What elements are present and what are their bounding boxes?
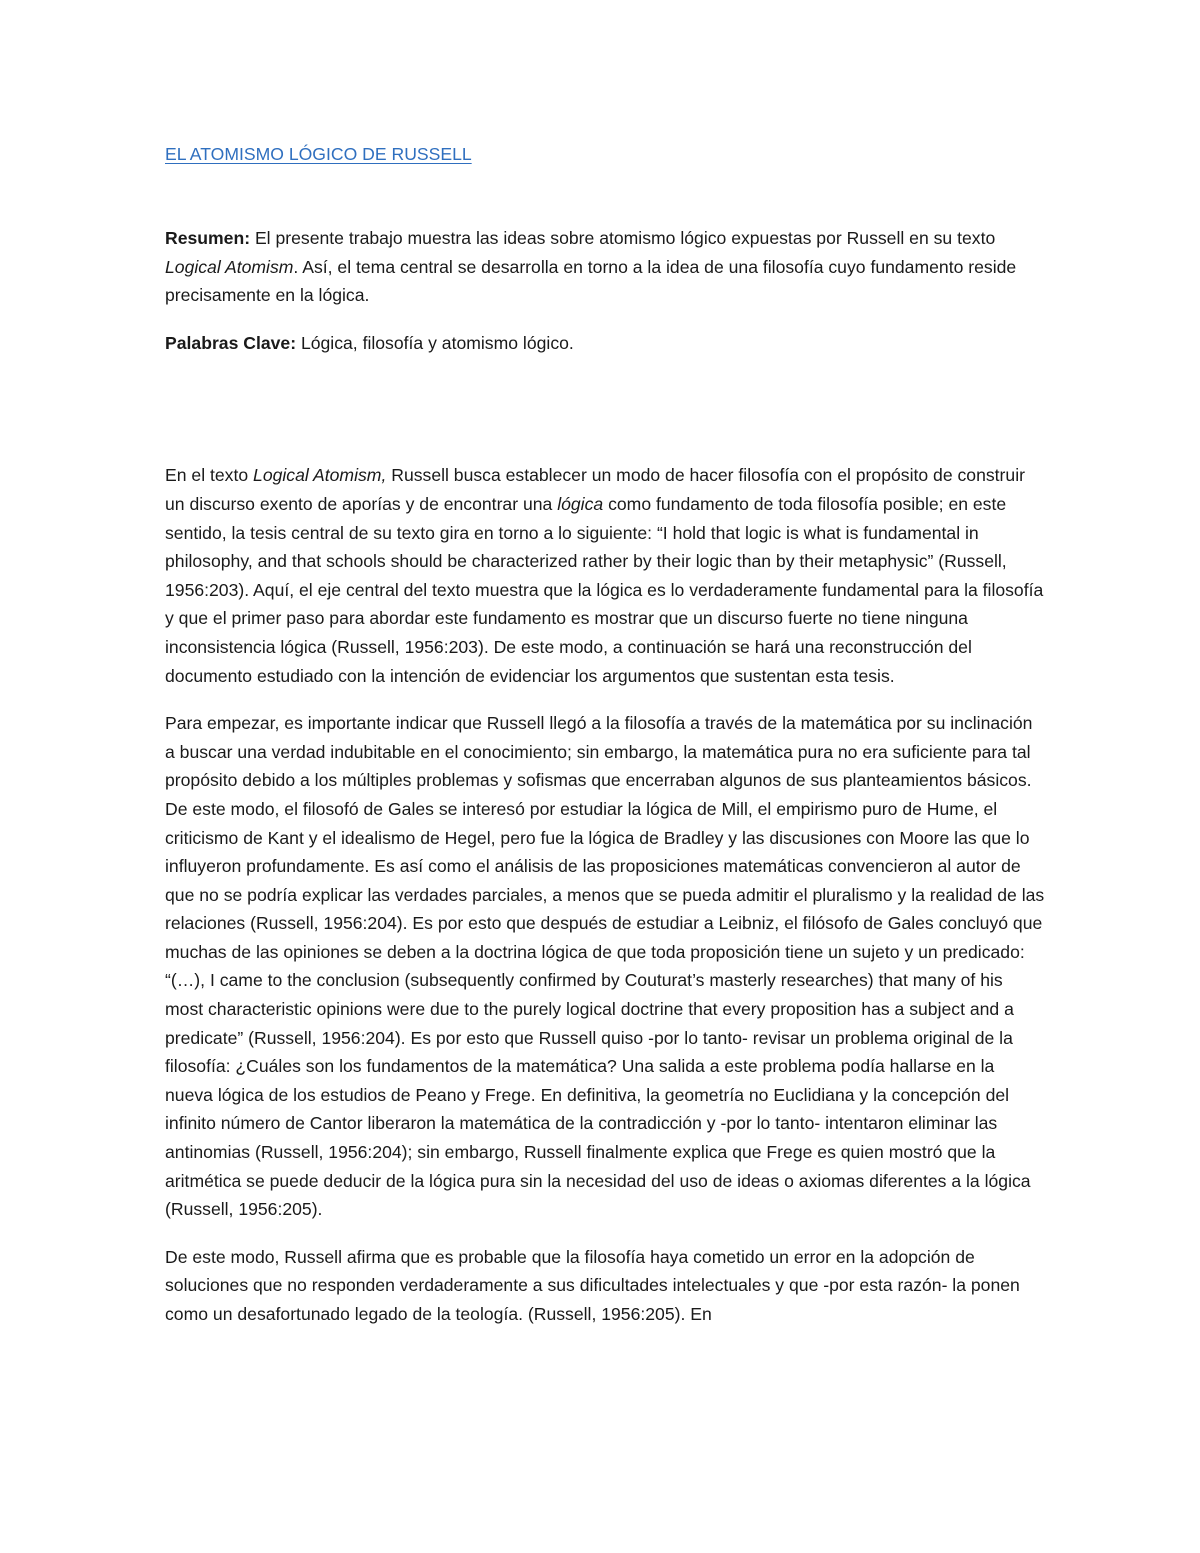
body-paragraph-3: De este modo, Russell afirma que es probable que la filosofía haya cometido un error en la adopción de soluciones que no responden verdaderamente a sus dificultades intelectuales y que -por esta razón- la ponen como un desafortunado legado de la teología. (Russell, 1956:205). En xyxy=(165,1246,1020,1324)
abstract-text-after: . Así, el tema central se desarrolla en torno a la idea de una filosofía cuyo fundamento reside precisamente en la lógica. xyxy=(165,256,1017,306)
abstract-paragraph xyxy=(165,224,1045,310)
keywords-paragraph xyxy=(165,329,1045,358)
paragraph1-part2: Russell busca establecer un modo de hacer filosofía con el propósito de construir un discurso exento de aporías y de encontrar una xyxy=(165,465,1025,514)
paragraph1-italic-logica: lógica xyxy=(557,493,604,514)
abstract-italic-title: Logical Atomism xyxy=(165,256,294,277)
document-body xyxy=(165,140,1045,1348)
paragraph1-part3: como fundamento de toda filosofía posible; en este sentido, la tesis central de su texto gira en torno a lo siguiente: “I hold that logic is what is fundamental in philosophy, and that schools should be characterized rather by their logic than by their metaphysic” (Russell, 1956:203). Aquí, el eje central del texto muestra que la lógica es lo verdaderamente fundamental para la filosofía y que el primer paso para abordar este fundamento es mostrar que un discurso fuerte no tiene ninguna inconsistencia lógica (Russell, 1956:203). De este modo, a continuación se hará una reconstrucción del documento estudiado con la intención de evidenciar los argumentos que sustentan esta tesis. xyxy=(165,493,1044,686)
paragraph1-italic-title: Logical Atomism, xyxy=(253,465,387,486)
body-paragraph-1 xyxy=(165,461,1045,690)
abstract-text-before: El presente trabajo muestra las ideas sobre atomismo lógico expuestas por Russell en su texto xyxy=(250,228,996,248)
body-paragraph-2: Para empezar, es importante indicar que Russell llegó a la filosofía a través de la matemática por su inclinación a buscar una verdad indubitable en el conocimiento; sin embargo, la matemática pura no era suficiente para tal propósito debido a los múltiples problemas y sofismas que encerraban algunos de sus planteamientos básicos. De este modo, el filosofó de Gales se interesó por estudiar la lógica de Mill, el empirismo puro de Hume, el criticismo de Kant y el idealismo de Hegel, pero fue la lógica de Bradley y las discusiones con Moore las que lo influyeron profundamente. Es así como el análisis de las proposiciones matemáticas convencieron al autor de que no se podría explicar las verdades parciales, a menos que se pueda admitir el pluralismo y la realidad de las relaciones (Russell, 1956:204). Es por esto que después de estudiar a Leibniz, el filósofo de Gales concluyó que muchas de las opiniones se deben a la doctrina lógica de que toda proposición tiene un sujeto y un predicado: “(…), I came to the conclusion (subsequently confirmed by Couturat’s masterly researches) that many of his most characteristic opinions were due to the purely logical doctrine that every proposition has a subject and a predicate” (Russell, 1956:204). Es por esto que Russell quiso -por lo tanto- revisar un problema original de la filosofía: ¿Cuáles son los fundamentos de la matemática? Una salida a este problema podía hallarse en la nueva lógica de los estudios de Peano y Frege. En definitiva, la geometría no Euclidiana y la concepción del infinito número de Cantor liberaron la matemática de la contradicción y -por lo tanto- intentaron eliminar las antinomias (Russell, 1956:204); sin embargo, Russell finalmente explica que Frege es quien mostró que la aritmética se puede deducir de la lógica pura sin la necesidad del uso de ideas o axiomas diferentes a la lógica (Russell, 1956:205). xyxy=(165,713,1045,1220)
paragraph1-part1: En el texto xyxy=(165,465,254,486)
abstract-label: Resumen: xyxy=(165,228,251,248)
keywords-text: Lógica, filosofía y atomismo lógico. xyxy=(296,332,574,353)
document-title: EL ATOMISMO LÓGICO DE RUSSELL xyxy=(165,144,472,164)
keywords-label: Palabras Clave: xyxy=(165,332,297,353)
